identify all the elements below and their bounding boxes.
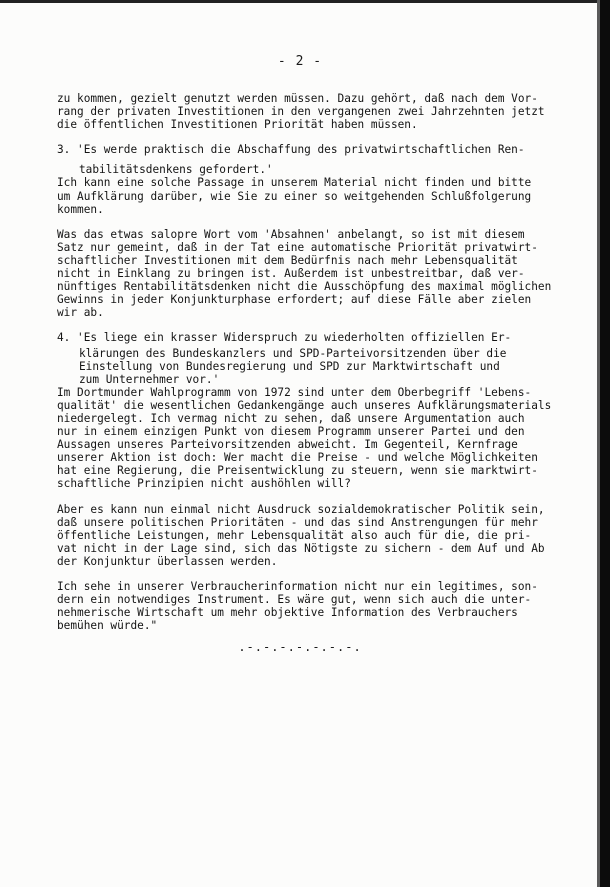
text-line: klärungen des Bundeskanzlers und SPD-Parteivorsitzenden über die — [79, 346, 507, 360]
text-line: nur in einem einzigen Punkt von diesem Programm unserer Partei und den — [57, 425, 525, 439]
paragraph — [57, 386, 592, 491]
text-line: tabilitätsdenkens gefordert.' — [79, 163, 273, 177]
text-line: Was das etwas salopre Wort vom 'Absahnen' anbelangt, so ist mit diesem — [57, 227, 525, 241]
end-mark: .-.-.-.-.-.-.-. — [238, 640, 362, 654]
text-line: nicht in Einklang zu bringen ist. Außerdem ist unbestreitbar, daß ver- — [57, 267, 525, 281]
text-line: vat nicht in der Lage sind, sich das Nötigste zu sichern - dem Auf und Ab — [57, 541, 545, 555]
text-line: rang der privaten Investitionen in den vergangenen zwei Jahrzehnten jetzt — [57, 105, 545, 119]
letter-body — [57, 92, 592, 644]
text-line: Gewinns in jeder Konjunkturphase erfordert; auf diese Fälle aber zielen — [57, 293, 532, 307]
text-line: dern ein notwendiges Instrument. Es wäre gut, wenn sich auch die unter- — [57, 593, 532, 607]
text-line: Aussagen unseres Parteivorsitzenden abweicht. Im Gegenteil, Kernfrage — [57, 438, 518, 452]
text-line: die öffentlichen Investitionen Priorität haben müssen. — [57, 118, 418, 132]
paragraph — [57, 347, 592, 386]
text-line: Ich kann eine solche Passage in unserem Material nicht finden und bitte — [57, 176, 532, 190]
text-line: Im Dortmunder Wahlprogramm von 1972 sind unter dem Oberbegriff 'Lebens- — [57, 385, 532, 399]
text-line: nehmerische Wirtschaft um mehr objektive Information des Verbrauchers — [57, 606, 518, 620]
text-line: zum Unternehmer vor.' — [79, 372, 220, 386]
text-line: um Aufklärung darüber, wie Sie zu einer so weitgehenden Schlußfolgerung — [57, 189, 532, 203]
text-line: schaftliche Prinzipien nicht aushöhlen will? — [57, 477, 351, 491]
text-line: niedergelegt. Ich vermag nicht zu sehen, daß unsere Argumentation auch — [57, 411, 525, 425]
scan-right-edge — [600, 0, 610, 887]
text-line: 4. 'Es liege ein krasser Widerspruch zu wiederholten offiziellen Er- — [57, 331, 512, 345]
paragraph — [57, 143, 592, 156]
paragraph — [57, 92, 592, 131]
text-line: Einstellung von Bundesregierung und SPD zur Marktwirtschaft und — [79, 359, 500, 373]
text-line: nünftiges Rentabilitätsdenken nicht die Ausschöpfung des maximal möglichen — [57, 280, 552, 294]
page-number: - 2 - — [277, 54, 323, 69]
text-line: 3. 'Es werde praktisch die Abschaffung des privatwirtschaftlichen Ren- — [57, 143, 525, 157]
text-line: zu kommen, gezielt genutzt werden müssen. Dazu gehört, daß nach dem Vor- — [57, 92, 538, 105]
text-line: Ich sehe in unserer Verbraucherinformation nicht nur ein legitimes, son- — [57, 580, 538, 593]
text-line: öffentliche Leistungen, mehr Lebensqualität also auch für die, die pri- — [57, 528, 532, 542]
text-line: daß unsere politischen Prioritäten - und das sind Anstrengungen für mehr — [57, 515, 538, 529]
paragraph — [57, 228, 592, 320]
paragraph — [57, 331, 592, 344]
paragraph — [57, 580, 592, 632]
paragraph — [57, 503, 592, 568]
scan-top-edge — [0, 0, 610, 3]
text-line: kommen. — [57, 202, 104, 216]
paragraph — [57, 176, 592, 215]
text-line: schaftlicher Investitionen mit dem Bedürfnis nach mehr Lebensqualität — [57, 253, 518, 267]
text-line: bemühen würde." — [57, 619, 158, 633]
text-line: wir ab. — [57, 306, 104, 320]
text-line: der Konjunktur überlassen werden. — [57, 554, 278, 568]
text-line: qualität' die wesentlichen Gedankengänge auch unseres Aufklärungsmaterials — [57, 398, 552, 412]
text-line: unserer Aktion ist doch: Wer macht die Preise - und welche Möglichkeiten — [57, 451, 538, 465]
text-line: hat eine Regierung, die Preisentwicklung zu steuern, wenn sie marktwirt- — [57, 464, 538, 478]
paragraph — [57, 163, 592, 176]
text-line: Aber es kann nun einmal nicht Ausdruck sozialdemokratischer Politik sein, — [57, 502, 545, 516]
text-line: Satz nur gemeint, daß in der Tat eine automatische Priorität privatwirt- — [57, 240, 538, 254]
